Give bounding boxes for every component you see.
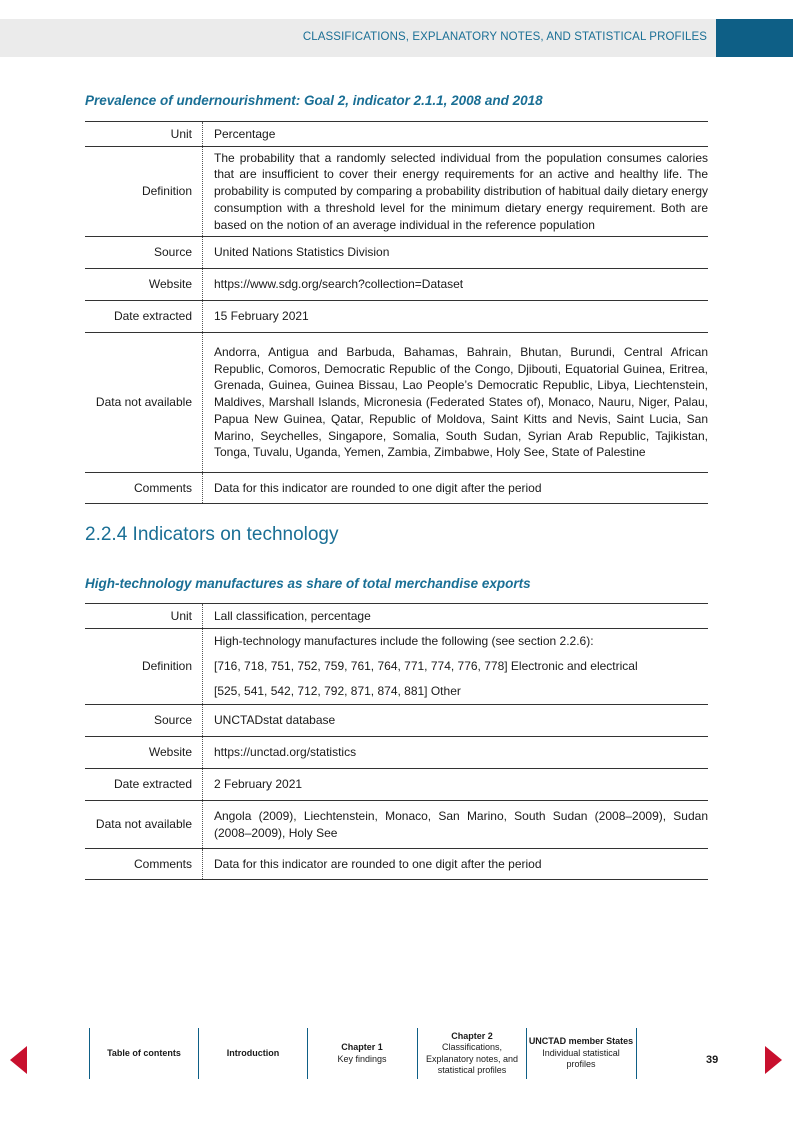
table-row bbox=[85, 604, 708, 629]
row-value: Data for this indicator are rounded to one digit after the period bbox=[214, 856, 542, 871]
table-row bbox=[85, 769, 708, 801]
nav-label: UNCTAD member States bbox=[528, 1036, 634, 1047]
row-label: Comments bbox=[85, 473, 203, 504]
row-label: Source bbox=[85, 237, 203, 269]
nav-label: Introduction bbox=[226, 1047, 280, 1058]
table-row bbox=[85, 705, 708, 737]
row-value: Andorra, Antigua and Barbuda, Bahamas, Bahrain, Bhutan, Burundi, Central African Republic, Comoros, Democratic Republic of the Congo, Djibouti, Equatorial Guinea, Eritrea, Grenada, Guinea, Guinea Bissau, Lao People’s Democratic Republic, Libya, Liechtenstein, Maldives, Marshall Islands, Micronesia (Federated States of), Monaco, Nauru, Niger, Palau, Papua New Guinea, Qatar, Republic of Moldova, Saint Kitts and Nevis, Saint Lucia, San Marino, Seychelles, Singapore, Somalia, South Sudan, Syrian Arab Republic, Tajikistan, Tonga, Tuvalu, Uganda, Yemen, Zambia, Zimbabwe, Holy See, State of Palestine bbox=[214, 345, 708, 460]
nav-table-of-contents[interactable] bbox=[90, 1028, 198, 1079]
nav-sublabel: Key findings bbox=[337, 1053, 387, 1064]
section-title-high-tech: High-technology manufactures as share of total merchandise exports bbox=[85, 576, 531, 591]
row-label: Definition bbox=[85, 147, 203, 237]
table-row bbox=[85, 269, 708, 301]
website-link[interactable]: https://www.sdg.org/search?collection=Dataset bbox=[214, 277, 464, 292]
table-row bbox=[85, 473, 708, 504]
section-title-undernourishment: Prevalence of undernourishment: Goal 2, indicator 2.1.1, 2008 and 2018 bbox=[85, 93, 543, 108]
header-tab bbox=[716, 19, 793, 57]
row-label: Date extracted bbox=[85, 301, 203, 333]
row-label: Unit bbox=[85, 604, 203, 629]
page-number: 39 bbox=[706, 1054, 719, 1066]
high-tech-table bbox=[85, 603, 708, 880]
row-label: Source bbox=[85, 705, 203, 737]
nav-chapter-1[interactable] bbox=[308, 1028, 416, 1079]
table-row bbox=[85, 147, 708, 237]
row-value: Percentage bbox=[214, 126, 276, 141]
row-value: Data for this indicator are rounded to one digit after the period bbox=[214, 480, 542, 495]
row-label: Comments bbox=[85, 849, 203, 880]
row-label: Data not available bbox=[85, 801, 203, 849]
nav-label: Chapter 1 bbox=[341, 1042, 383, 1052]
row-value: 2 February 2021 bbox=[214, 777, 303, 792]
table-row bbox=[85, 237, 708, 269]
table-row bbox=[85, 301, 708, 333]
previous-page-arrow-icon[interactable] bbox=[10, 1046, 27, 1074]
website-link[interactable]: https://unctad.org/statistics bbox=[214, 745, 357, 760]
table-row bbox=[85, 737, 708, 769]
table-row bbox=[85, 629, 708, 705]
table-row bbox=[85, 849, 708, 880]
table-row bbox=[85, 801, 708, 849]
row-value: Angola (2009), Liechtenstein, Monaco, San Marino, South Sudan (2008–2009), Sudan (2008–2009), Holy See bbox=[214, 808, 708, 840]
row-value bbox=[203, 629, 709, 705]
row-value: United Nations Statistics Division bbox=[214, 245, 390, 260]
nav-member-states[interactable] bbox=[527, 1028, 635, 1079]
table-row bbox=[85, 122, 708, 147]
section-heading-technology: 2.2.4 Indicators on technology bbox=[85, 524, 339, 545]
row-value: UNCTADstat database bbox=[214, 713, 336, 728]
row-label: Data not available bbox=[85, 333, 203, 473]
nav-divider bbox=[636, 1028, 637, 1079]
row-value: Lall classification, percentage bbox=[214, 608, 371, 623]
row-label: Unit bbox=[85, 122, 203, 147]
running-title: CLASSIFICATIONS, EXPLANATORY NOTES, AND STATISTICAL PROFILES bbox=[302, 31, 707, 43]
row-value: The probability that a randomly selected individual from the population consumes calories that are insufficient to cover their energy requirements for an active and healthy life. The probability is computed by comparing a probability distribution of habitual daily dietary energy consumption with a threshold level for the minimum dietary energy requirement. Both are based on the notion of an average individual in the reference population bbox=[214, 150, 708, 232]
nav-sublabel: Classifications, Explanatory notes, and statistical profiles bbox=[425, 1042, 519, 1075]
nav-sublabel: Individual statistical profiles bbox=[542, 1047, 620, 1070]
row-label: Website bbox=[85, 737, 203, 769]
nav-label: Chapter 2 bbox=[451, 1030, 493, 1041]
row-label: Website bbox=[85, 269, 203, 301]
row-value: 15 February 2021 bbox=[214, 309, 309, 324]
definition-line: High-technology manufactures include the following (see section 2.2.6): bbox=[214, 634, 594, 649]
table-row bbox=[85, 333, 708, 473]
next-page-arrow-icon[interactable] bbox=[765, 1046, 782, 1074]
nav-chapter-2[interactable] bbox=[418, 1028, 526, 1079]
nav-label: Table of contents bbox=[107, 1047, 181, 1058]
row-label: Definition bbox=[85, 629, 203, 705]
undernourishment-table bbox=[85, 121, 708, 504]
nav-introduction[interactable] bbox=[199, 1028, 307, 1079]
definition-line: [716, 718, 751, 752, 759, 761, 764, 771, 774, 776, 778] Electronic and electrical bbox=[214, 659, 638, 674]
row-label: Date extracted bbox=[85, 769, 203, 801]
definition-line: [525, 541, 542, 712, 792, 871, 874, 881] Other bbox=[214, 684, 461, 699]
